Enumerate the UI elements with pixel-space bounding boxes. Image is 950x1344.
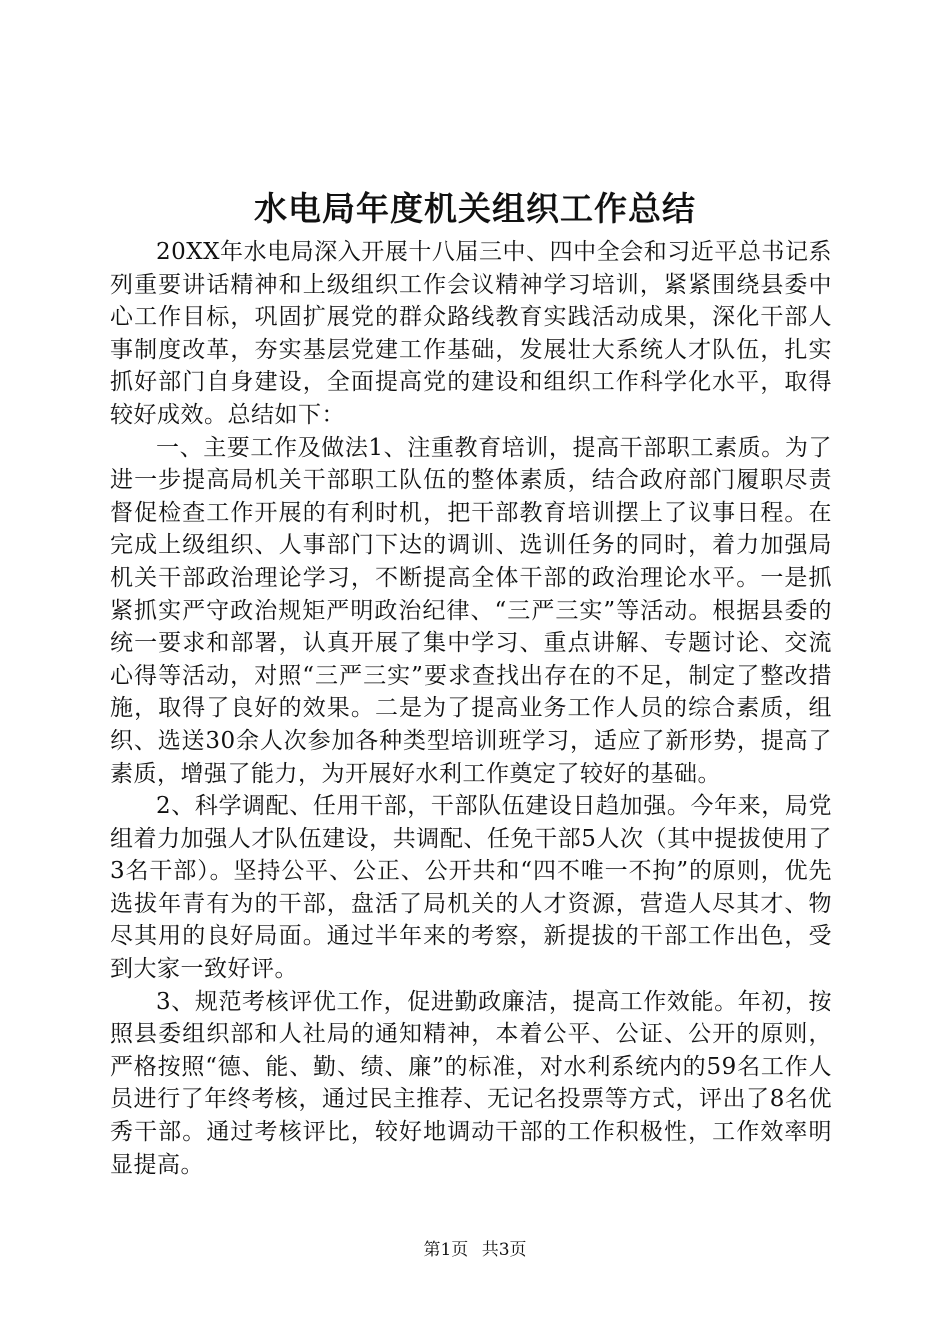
document-body <box>110 236 832 1181</box>
page-number: 第1页 <box>423 1240 469 1260</box>
paragraph-intro: 20XX年水电局深入开展十八届三中、四中全会和习近平总书记系列重要讲话精神和上级组织工作会议精神学习培训，紧紧围绕县委中心工作目标，巩固扩展党的群众路线教育实践活动成果，深化干部人事制度改革，夯实基层党建工作基础，发展壮大系统人才队伍，扎实抓好部门自身建设，全面提高党的建设和组织工作科学化水平，取得较好成效。总结如下： <box>110 239 832 428</box>
paragraph-section-1: 一、主要工作及做法1、注重教育培训，提高干部职工素质。为了进一步提高局机关干部职工队伍的整体素质，结合政府部门履职尽责督促检查工作开展的有利时机，把干部教育培训摆上了议事日程。在完成上级组织、人事部门下达的调训、选训任务的同时，着力加强局机关干部政治理论学习，不断提高全体干部的政治理论水平。一是抓紧抓实严守政治规矩严明政治纪律、“三严三实”等活动。根据县委的统一要求和部署，认真开展了集中学习、重点讲解、专题讨论、交流心得等活动，对照“三严三实”要求查找出存在的不足，制定了整改措施，取得了良好的效果。二是为了提高业务工作人员的综合素质，组织、选送30余人次参加各种类型培训班学习，适应了新形势，提高了素质，增强了能力，为开展好水利工作奠定了较好的基础。 <box>110 434 832 787</box>
paragraph-section-3: 3、规范考核评优工作，促进勤政廉洁，提高工作效能。年初，按照县委组织部和人社局的通知精神，本着公平、公证、公开的原则，严格按照“德、能、勤、绩、廉”的标准，对水利系统内的59名工作人员进行了年终考核，通过民主推荐、无记名投票等方式，评出了8名优秀干部。通过考核评比，较好地调动干部的工作积极性，工作效率明显提高。 <box>110 988 832 1178</box>
document-title: 水电局年度机关组织工作总结 <box>254 189 696 228</box>
page-footer <box>0 1238 950 1262</box>
paragraph-section-2: 2、科学调配、任用干部，干部队伍建设日趋加强。今年来，局党组着力加强人才队伍建设，共调配、任免干部5人次（其中提拔使用了3名干部）。坚持公平、公正、公开共和“四不唯一不拘”的原则，优先选拔年青有为的干部，盘活了局机关的人才资源，营造人尽其才、物尽其用的良好局面。通过半年来的考察，新提拔的干部工作出色，受到大家一致好评。 <box>110 793 832 983</box>
page-total: 共3页 <box>481 1240 527 1260</box>
